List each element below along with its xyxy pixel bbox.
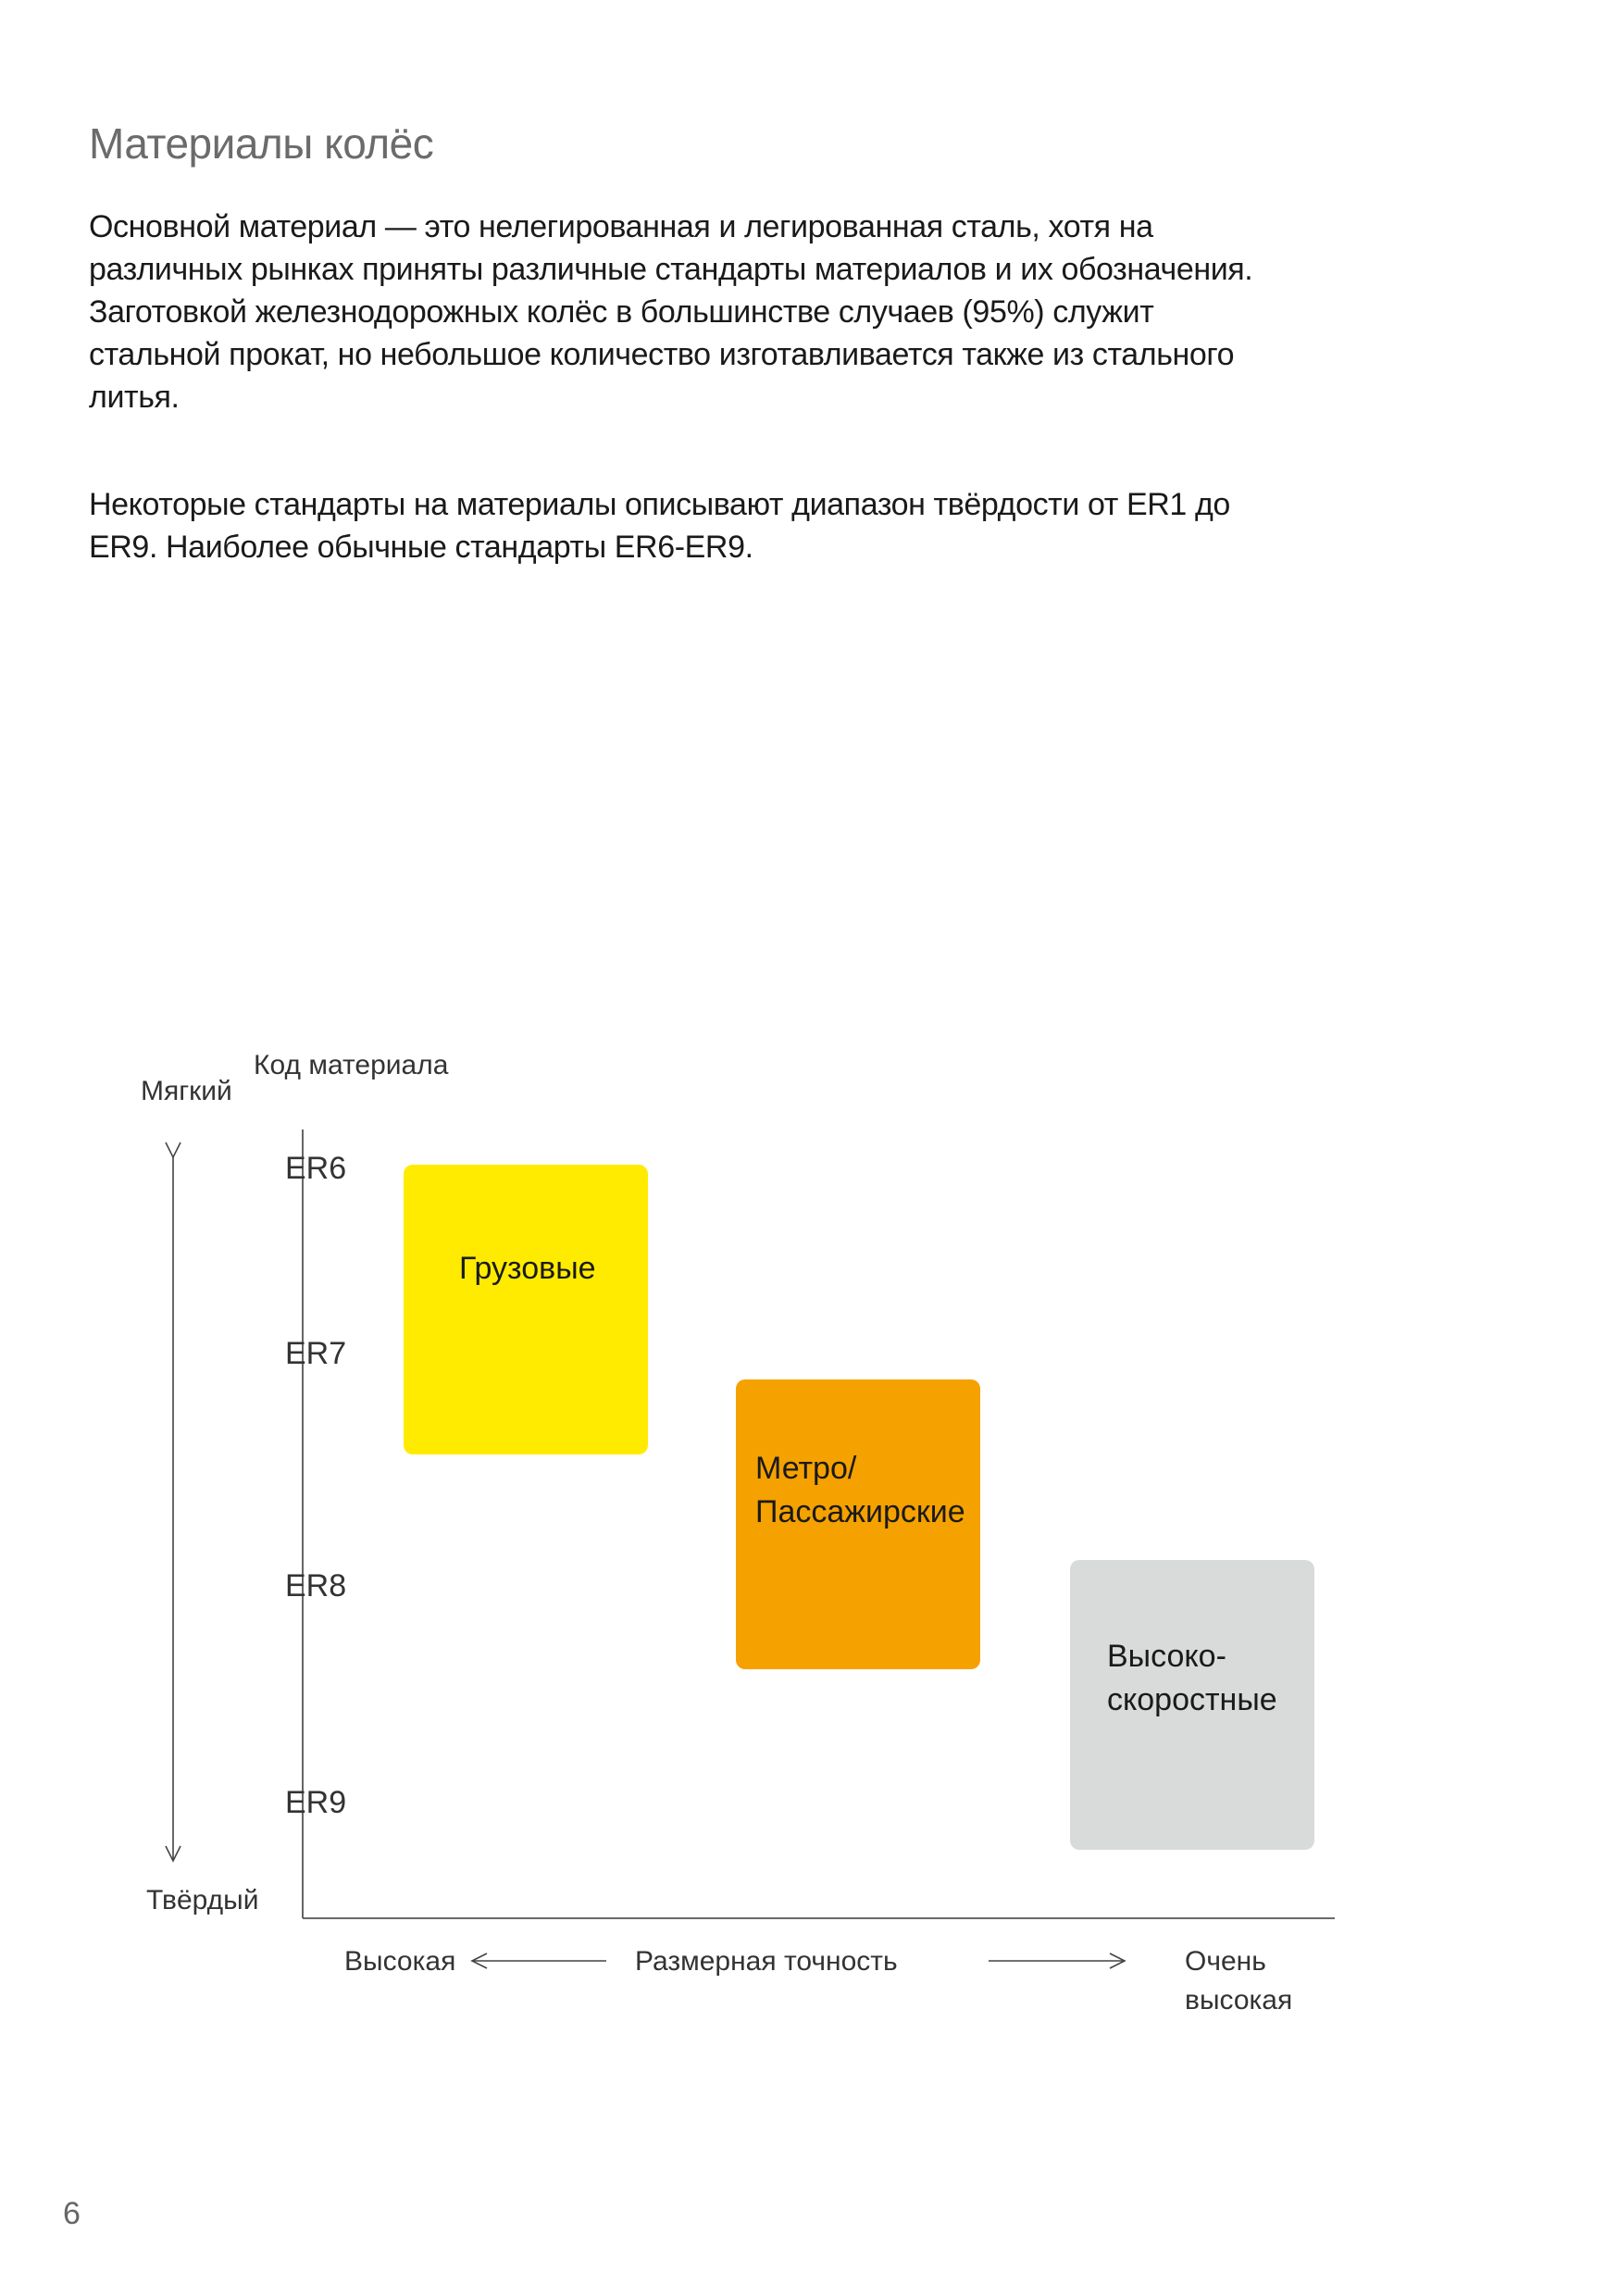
high-speed-label-line1: Высоко- <box>1107 1639 1226 1674</box>
hardness-paragraph: Некоторые стандарты на материалы описывают диапазон твёрдости от ER1 до ER9. Наиболее обычные стандарты ER6-ER9. <box>89 487 1230 565</box>
level-label-er7: ER7 <box>285 1336 347 1371</box>
x-axis-title: Размерная точность <box>635 1946 898 1977</box>
freight-box <box>404 1165 648 1454</box>
page-title: Материалы колёс <box>89 119 434 168</box>
intro-paragraph: Основной материал — это нелегированная и легированная сталь, хотя на различных рынках приняты различные стандарты материалов и их обозначения. Заготовкой железнодорожных колёс в большинстве случаев (95%) служит стальной прокат, но небольшое количество изготавливается также из стального литья. <box>89 209 1253 415</box>
metro-label-line1: Метро/ <box>755 1451 857 1486</box>
level-label-er8: ER8 <box>285 1568 347 1603</box>
y-axis-title: Код материала <box>254 1050 449 1080</box>
level-label-er6: ER6 <box>285 1151 347 1186</box>
soft-label: Мягкий <box>141 1076 232 1106</box>
x-right-label-line1: Очень <box>1185 1946 1266 1977</box>
freight-label: Грузовые <box>459 1251 596 1286</box>
page-number: 6 <box>63 2196 81 2231</box>
hard-label: Твёрдый <box>146 1885 259 1915</box>
high-speed-label-line2: скоростные <box>1107 1682 1277 1717</box>
x-right-label-line2: высокая <box>1185 1985 1293 2015</box>
level-label-er9: ER9 <box>285 1785 347 1820</box>
x-left-label: Высокая <box>344 1946 456 1977</box>
metro-label-line2: Пассажирские <box>755 1494 965 1529</box>
